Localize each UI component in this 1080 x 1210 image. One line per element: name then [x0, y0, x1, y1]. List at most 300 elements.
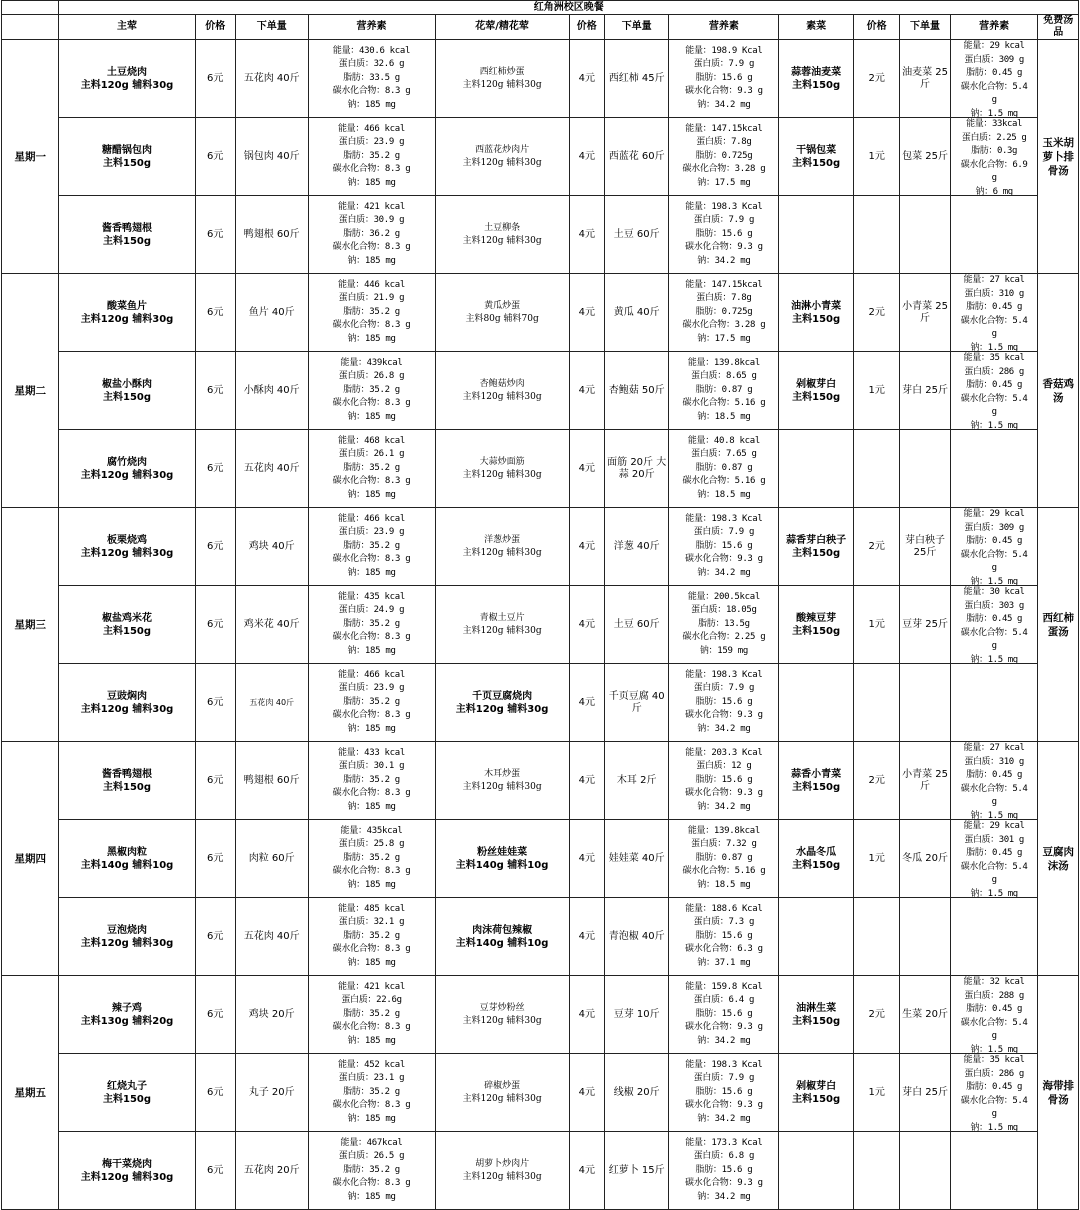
- main-price: 6元: [195, 664, 235, 742]
- side-dish: [435, 742, 569, 820]
- side-dish-line: 青椒土豆片: [479, 612, 525, 623]
- nutrition-line: 脂肪：35.2 g: [343, 1086, 400, 1097]
- nutrition-line: 能量：139.8kcal: [687, 825, 760, 836]
- veg-nutrition: [950, 898, 1038, 976]
- table-row: [2, 976, 1079, 1054]
- nutrition-line: 能量：27 kcal: [963, 743, 1025, 753]
- main-qty: 五花肉 40斤: [235, 40, 308, 118]
- veg-nutrition: [950, 976, 1038, 1054]
- main-dish: [59, 118, 195, 196]
- table-row: [2, 898, 1079, 976]
- main-dish: [59, 820, 195, 898]
- nutrition-line: 钠：1.5 mg: [970, 810, 1018, 819]
- nutrition-line: 钠：185 mg: [347, 723, 396, 734]
- main-dish: [59, 586, 195, 664]
- side-price: 4元: [569, 508, 604, 586]
- nutrition-line: 能量：139.8kcal: [687, 357, 760, 368]
- nutrition-line: 钠：185 mg: [347, 879, 396, 890]
- nutrition-line: 蛋白质：7.3 g: [693, 917, 755, 928]
- nutrition-line: 蛋白质：7.32 g: [691, 839, 757, 850]
- nutrition-line: 能量：33kcal: [966, 119, 1023, 129]
- day-label: 星期五: [2, 976, 59, 1210]
- nutrition-line: 蛋白质：30.1 g: [338, 761, 405, 772]
- side-price: 4元: [569, 586, 604, 664]
- veg-dish-line: 主料150g: [792, 157, 841, 169]
- nutrition-line: 能量：35 kcal: [963, 1055, 1025, 1065]
- table-row: [2, 586, 1079, 664]
- nutrition-line: 能量：198.9 Kcal: [685, 45, 763, 56]
- side-dish-line: 碎椒炒蛋: [484, 1080, 521, 1091]
- nutrition-line: 碳水化合物：5.4: [960, 81, 1028, 92]
- main-dish-line: 黑椒肉粒: [107, 846, 148, 858]
- nutrition-line: 钠：34.2 mg: [697, 1035, 751, 1046]
- nutrition-line: 钠：185 mg: [347, 411, 396, 422]
- veg-dish: [779, 352, 854, 430]
- nutrition-line: 钠：185 mg: [347, 99, 396, 110]
- veg-dish: [779, 976, 854, 1054]
- side-dish-line: 主料120g 辅料30g: [462, 1093, 542, 1104]
- nutrition-line: 蛋白质：7.8g: [696, 293, 752, 304]
- veg-qty: 生菜 20斤: [900, 976, 950, 1054]
- side-nutrition: [669, 118, 779, 196]
- main-qty: 鸡块 20斤: [235, 976, 308, 1054]
- nutrition-line: 蛋白质：22.6g: [341, 995, 402, 1006]
- nutrition-line: 钠：34.2 mg: [697, 567, 751, 578]
- header-side: 花荤/精花荤: [435, 15, 569, 40]
- side-dish-line: 粉丝娃娃菜: [477, 846, 528, 858]
- veg-dish: [779, 586, 854, 664]
- table-row: [2, 664, 1079, 742]
- main-dish: [59, 664, 195, 742]
- side-dish: [435, 898, 569, 976]
- header-main: 主荤: [59, 15, 195, 40]
- side-dish-line: 大蒜炒面筋: [479, 456, 525, 467]
- main-dish-line: 豆豉焖肉: [107, 690, 148, 702]
- main-dish-line: 主料120g 辅料30g: [80, 547, 174, 559]
- main-dish-line: 酸菜鱼片: [107, 300, 148, 312]
- nutrition-line: 蛋白质：2.25 g: [961, 132, 1027, 143]
- veg-price: [853, 430, 899, 508]
- nutrition-line: 蛋白质：7.65 g: [691, 449, 757, 460]
- nutrition-line: 碳水化合物：8.3 g: [332, 242, 411, 253]
- nutrition-line: 能量：198.3 Kcal: [685, 201, 763, 212]
- veg-nutrition: [950, 40, 1038, 118]
- nutrition-line: 能量：35 kcal: [963, 353, 1025, 363]
- nutrition-line: 脂肪：35.2 g: [343, 1164, 400, 1175]
- nutrition-line: 脂肪：35.2 g: [343, 1008, 400, 1019]
- side-qty: 木耳 2斤: [604, 742, 669, 820]
- veg-dish-line: 主料150g: [792, 859, 841, 871]
- nutrition-line: 钠：1.5 mg: [970, 576, 1018, 585]
- veg-nutrition: [950, 1054, 1038, 1132]
- nutrition-line: 能量：421 kcal: [337, 201, 406, 212]
- main-nutrition: [308, 352, 435, 430]
- side-price: 4元: [569, 352, 604, 430]
- nutrition-line: 钠：185 mg: [347, 957, 396, 968]
- side-qty: 土豆 60斤: [604, 586, 669, 664]
- side-dish: [435, 508, 569, 586]
- nutrition-line: 碳水化合物：5.16 g: [682, 866, 766, 877]
- nutrition-line: 脂肪：15.6 g: [695, 774, 753, 785]
- nutrition-line: 碳水化合物：8.3 g: [332, 320, 411, 331]
- veg-dish-line: 主料150g: [792, 391, 841, 403]
- side-dish: [435, 352, 569, 430]
- nutrition-line: 钠：34.2 mg: [697, 723, 751, 734]
- side-price: 4元: [569, 742, 604, 820]
- veg-dish-line: 酸辣豆芽: [796, 612, 837, 624]
- side-dish-line: 主料140g 辅料10g: [455, 859, 549, 871]
- header-veg: 素菜: [779, 15, 854, 40]
- nutrition-line: 钠：185 mg: [347, 1113, 396, 1124]
- side-qty: 西红柿 45斤: [604, 40, 669, 118]
- nutrition-line: 碳水化合物：9.3 g: [685, 1022, 763, 1033]
- nutrition-line: 钠：185 mg: [347, 1191, 396, 1202]
- veg-price: 1元: [853, 1054, 899, 1132]
- nutrition-line: 脂肪：0.45 g: [966, 614, 1023, 624]
- main-dish: [59, 1132, 195, 1210]
- nutrition-line: 碳水化合物：8.3 g: [332, 632, 411, 643]
- nutrition-line: g: [991, 563, 997, 573]
- veg-qty: 芽白秧子 25斤: [900, 508, 950, 586]
- nutrition-line: 蛋白质：310 g: [964, 756, 1024, 767]
- veg-nutrition: [950, 1132, 1038, 1210]
- nutrition-line: 钠：6 mg: [975, 186, 1013, 195]
- nutrition-line: 碳水化合物：6.3 g: [685, 944, 763, 955]
- main-nutrition: [308, 1054, 435, 1132]
- nutrition-line: 脂肪：15.6 g: [695, 696, 753, 707]
- veg-dish-line: 干锅包菜: [796, 144, 837, 156]
- veg-nutrition: [950, 196, 1038, 274]
- side-dish-line: 胡萝卜炒肉片: [475, 1158, 530, 1169]
- nutrition-line: 钠：18.5 mg: [697, 879, 751, 890]
- nutrition-line: 碳水化合物：3.28 g: [682, 320, 766, 331]
- nutrition-line: 蛋白质：12 g: [696, 761, 752, 772]
- table-row: [2, 1132, 1079, 1210]
- veg-qty: 豆芽 25斤: [900, 586, 950, 664]
- nutrition-line: g: [991, 875, 997, 885]
- nutrition-line: g: [991, 797, 997, 807]
- nutrition-line: 碳水化合物：5.4: [960, 1017, 1028, 1028]
- veg-price: 1元: [853, 586, 899, 664]
- veg-price: 2元: [853, 508, 899, 586]
- header-row: [2, 15, 1079, 40]
- side-dish: [435, 118, 569, 196]
- menu-body: [2, 40, 1079, 1210]
- main-price: 6元: [195, 430, 235, 508]
- side-nutrition: [669, 274, 779, 352]
- main-dish-line: 主料120g 辅料30g: [80, 469, 174, 481]
- veg-price: 2元: [853, 274, 899, 352]
- main-qty: 丸子 20斤: [235, 1054, 308, 1132]
- veg-price: [853, 1132, 899, 1210]
- nutrition-line: 蛋白质：6.4 g: [693, 995, 755, 1006]
- nutrition-line: 脂肪：0.87 g: [695, 462, 753, 473]
- nutrition-line: 碳水化合物：5.16 g: [682, 398, 766, 409]
- table-row: [2, 820, 1079, 898]
- nutrition-line: 钠：17.5 mg: [697, 333, 751, 344]
- veg-price: [853, 196, 899, 274]
- nutrition-line: 能量：159.8 Kcal: [685, 981, 763, 992]
- nutrition-line: 能量：29 kcal: [963, 509, 1025, 519]
- nutrition-line: 钠：1.5 mg: [970, 420, 1018, 429]
- nutrition-line: 脂肪：0.45 g: [966, 380, 1023, 390]
- side-nutrition: [669, 1054, 779, 1132]
- main-dish-line: 酱香鸭翅根: [102, 768, 153, 780]
- veg-price: 1元: [853, 820, 899, 898]
- main-dish: [59, 1054, 195, 1132]
- main-dish: [59, 430, 195, 508]
- side-nutrition: [669, 976, 779, 1054]
- veg-dish-line: 主料150g: [792, 79, 841, 91]
- table-row: [2, 742, 1079, 820]
- main-price: 6元: [195, 40, 235, 118]
- veg-dish-line: 主料150g: [792, 625, 841, 637]
- veg-price: 2元: [853, 40, 899, 118]
- day-label: 星期四: [2, 742, 59, 976]
- veg-nutrition: [950, 352, 1038, 430]
- nutrition-line: 蛋白质：25.8 g: [338, 839, 405, 850]
- main-price: 6元: [195, 118, 235, 196]
- nutrition-line: 钠：185 mg: [347, 801, 396, 812]
- nutrition-line: 蛋白质：26.8 g: [338, 371, 405, 382]
- side-dish: [435, 1054, 569, 1132]
- side-qty: 洋葱 40斤: [604, 508, 669, 586]
- nutrition-line: 蛋白质：286 g: [964, 366, 1024, 377]
- main-price: 6元: [195, 742, 235, 820]
- header-price: 价格: [853, 15, 899, 40]
- side-nutrition: [669, 40, 779, 118]
- nutrition-line: 蛋白质：7.9 g: [693, 527, 755, 538]
- nutrition-line: 脂肪：13.5g: [698, 618, 750, 629]
- nutrition-line: 能量：200.5kcal: [687, 591, 760, 602]
- nutrition-line: 能量：203.3 Kcal: [685, 747, 763, 758]
- nutrition-line: 能量：452 kcal: [337, 1059, 406, 1070]
- side-dish-line: 主料120g 辅料30g: [462, 1171, 542, 1182]
- side-qty: 豆芽 10斤: [604, 976, 669, 1054]
- nutrition-line: 能量：198.3 Kcal: [685, 513, 763, 524]
- side-nutrition: [669, 508, 779, 586]
- nutrition-line: 脂肪：15.6 g: [695, 1008, 753, 1019]
- main-price: 6元: [195, 1054, 235, 1132]
- side-nutrition: [669, 196, 779, 274]
- veg-dish-line: 油淋生菜: [796, 1002, 837, 1014]
- main-price: 6元: [195, 898, 235, 976]
- veg-price: [853, 664, 899, 742]
- main-dish: [59, 352, 195, 430]
- header-nutrition: 营养素: [308, 15, 435, 40]
- veg-price: 1元: [853, 352, 899, 430]
- veg-qty: [900, 898, 950, 976]
- nutrition-line: 钠：159 mg: [699, 645, 748, 656]
- free-soup: 西红柿蛋汤: [1038, 508, 1079, 742]
- main-nutrition: [308, 898, 435, 976]
- nutrition-line: 脂肪：35.2 g: [343, 306, 400, 317]
- nutrition-line: 脂肪：15.6 g: [695, 1164, 753, 1175]
- main-dish-line: 主料150g: [103, 235, 152, 247]
- nutrition-line: 碳水化合物：5.4: [960, 861, 1028, 872]
- side-dish: [435, 196, 569, 274]
- main-dish: [59, 508, 195, 586]
- nutrition-line: 钠：34.2 mg: [697, 801, 751, 812]
- veg-qty: 芽白 25斤: [900, 352, 950, 430]
- nutrition-line: 碳水化合物：8.3 g: [332, 710, 411, 721]
- nutrition-line: 碳水化合物：8.3 g: [332, 788, 411, 799]
- nutrition-line: 能量：198.3 Kcal: [685, 1059, 763, 1070]
- side-dish: [435, 430, 569, 508]
- side-price: 4元: [569, 898, 604, 976]
- nutrition-line: 蛋白质：8.65 g: [691, 371, 757, 382]
- main-price: 6元: [195, 976, 235, 1054]
- veg-dish: [779, 508, 854, 586]
- main-nutrition: [308, 1132, 435, 1210]
- nutrition-line: 碳水化合物：5.16 g: [682, 476, 766, 487]
- side-dish-line: 主料120g 辅料30g: [462, 547, 542, 558]
- nutrition-line: 碳水化合物：9.3 g: [685, 242, 763, 253]
- side-dish-line: 杏鲍菇炒肉: [479, 378, 525, 389]
- main-nutrition: [308, 820, 435, 898]
- side-qty: 土豆 60斤: [604, 196, 669, 274]
- side-dish-line: 黄瓜炒蛋: [484, 300, 521, 311]
- side-dish-line: 主料120g 辅料30g: [462, 79, 542, 90]
- veg-dish-line: 剁椒芽白: [796, 378, 837, 390]
- side-dish-line: 主料140g 辅料10g: [455, 937, 549, 949]
- main-dish-line: 主料150g: [103, 391, 152, 403]
- nutrition-line: 能量：466 kcal: [337, 123, 406, 134]
- nutrition-line: 碳水化合物：8.3 g: [332, 86, 411, 97]
- nutrition-line: 脂肪：0.45 g: [966, 68, 1023, 78]
- side-nutrition: [669, 430, 779, 508]
- header-nutrition: 营养素: [950, 15, 1038, 40]
- veg-dish-line: 主料150g: [792, 547, 841, 559]
- header-nutrition: 营养素: [669, 15, 779, 40]
- veg-qty: [900, 664, 950, 742]
- main-dish-line: 糖醋锅包肉: [102, 144, 153, 156]
- main-nutrition: [308, 274, 435, 352]
- nutrition-line: 钠：1.5 mg: [970, 1044, 1018, 1053]
- veg-qty: 小青菜 25斤: [900, 742, 950, 820]
- nutrition-line: g: [991, 1031, 997, 1041]
- nutrition-line: 碳水化合物：5.4: [960, 1095, 1028, 1106]
- side-nutrition: [669, 742, 779, 820]
- table-row: [2, 430, 1079, 508]
- header-qty: 下单量: [235, 15, 308, 40]
- nutrition-line: 能量：466 kcal: [337, 669, 406, 680]
- veg-dish-line: 主料150g: [792, 781, 841, 793]
- nutrition-line: 能量：29 kcal: [963, 821, 1025, 831]
- main-price: 6元: [195, 274, 235, 352]
- main-dish: [59, 976, 195, 1054]
- veg-dish: [779, 742, 854, 820]
- veg-dish-line: 油淋小青菜: [791, 300, 842, 312]
- nutrition-line: g: [991, 173, 997, 183]
- main-nutrition: [308, 40, 435, 118]
- veg-nutrition: [950, 118, 1038, 196]
- main-qty: 五花肉 40斤: [235, 664, 308, 742]
- veg-dish: [779, 40, 854, 118]
- main-dish: [59, 742, 195, 820]
- side-dish-line: 主料120g 辅料30g: [455, 703, 549, 715]
- main-qty: 小酥肉 40斤: [235, 352, 308, 430]
- veg-nutrition: [950, 742, 1038, 820]
- side-dish-line: 西蓝花炒肉片: [475, 144, 530, 155]
- nutrition-line: 钠：1.5 mg: [970, 888, 1018, 897]
- nutrition-line: 碳水化合物：9.3 g: [685, 1100, 763, 1111]
- veg-nutrition: [950, 664, 1038, 742]
- header-price: 价格: [195, 15, 235, 40]
- nutrition-line: 能量：466 kcal: [337, 513, 406, 524]
- table-row: [2, 274, 1079, 352]
- main-qty: 锅包肉 40斤: [235, 118, 308, 196]
- main-nutrition: [308, 508, 435, 586]
- main-dish-line: 主料120g 辅料30g: [80, 1171, 174, 1183]
- main-qty: 鸭翅根 60斤: [235, 742, 308, 820]
- nutrition-line: 蛋白质：18.05g: [691, 605, 757, 616]
- free-soup: 玉米胡萝卜排骨汤: [1038, 40, 1079, 274]
- main-price: 6元: [195, 508, 235, 586]
- veg-nutrition: [950, 820, 1038, 898]
- nutrition-line: 能量：439kcal: [340, 357, 403, 368]
- table-row: [2, 118, 1079, 196]
- nutrition-line: 蛋白质：309 g: [964, 54, 1024, 65]
- side-dish: [435, 586, 569, 664]
- nutrition-line: 能量：446 kcal: [337, 279, 406, 290]
- veg-qty: [900, 430, 950, 508]
- nutrition-line: 碳水化合物：5.4: [960, 315, 1028, 326]
- nutrition-line: 钠：34.2 mg: [697, 99, 751, 110]
- side-dish: [435, 40, 569, 118]
- nutrition-line: 蛋白质：303 g: [964, 600, 1024, 611]
- nutrition-line: g: [991, 95, 997, 105]
- veg-qty: 小青菜 25斤: [900, 274, 950, 352]
- nutrition-line: 蛋白质：26.5 g: [338, 1151, 405, 1162]
- nutrition-line: 脂肪：35.2 g: [343, 618, 400, 629]
- side-dish: [435, 1132, 569, 1210]
- nutrition-line: 脂肪：15.6 g: [695, 930, 753, 941]
- nutrition-line: 能量：147.15kcal: [685, 123, 763, 134]
- side-nutrition: [669, 352, 779, 430]
- nutrition-line: 脂肪：35.2 g: [343, 384, 400, 395]
- veg-dish-line: 主料150g: [792, 1093, 841, 1105]
- nutrition-line: 能量：435 kcal: [337, 591, 406, 602]
- main-nutrition: [308, 118, 435, 196]
- main-dish-line: 腐竹烧肉: [107, 456, 148, 468]
- main-qty: 五花肉 20斤: [235, 1132, 308, 1210]
- veg-dish-line: 蒜蓉油麦菜: [791, 66, 842, 78]
- nutrition-line: 脂肪：35.2 g: [343, 930, 400, 941]
- side-price: 4元: [569, 274, 604, 352]
- main-qty: 五花肉 40斤: [235, 898, 308, 976]
- nutrition-line: 蛋白质：7.9 g: [693, 683, 755, 694]
- veg-dish: [779, 1132, 854, 1210]
- main-dish-line: 主料130g 辅料20g: [80, 1015, 174, 1027]
- main-qty: 鸡块 40斤: [235, 508, 308, 586]
- side-price: 4元: [569, 664, 604, 742]
- nutrition-line: 脂肪：35.2 g: [343, 150, 400, 161]
- side-qty: 西蓝花 60斤: [604, 118, 669, 196]
- main-dish-line: 土豆烧肉: [107, 66, 148, 78]
- nutrition-line: 钠：185 mg: [347, 255, 396, 266]
- side-nutrition: [669, 898, 779, 976]
- main-nutrition: [308, 586, 435, 664]
- nutrition-line: 能量：435kcal: [340, 825, 403, 836]
- nutrition-line: 碳水化合物：9.3 g: [685, 554, 763, 565]
- side-qty: 面筋 20斤 大蒜 20斤: [604, 430, 669, 508]
- main-dish-line: 酱香鸭翅根: [102, 222, 153, 234]
- table-row: [2, 1054, 1079, 1132]
- nutrition-line: 脂肪：15.6 g: [695, 228, 753, 239]
- main-dish-line: 主料150g: [103, 625, 152, 637]
- main-dish-line: 主料120g 辅料30g: [80, 703, 174, 715]
